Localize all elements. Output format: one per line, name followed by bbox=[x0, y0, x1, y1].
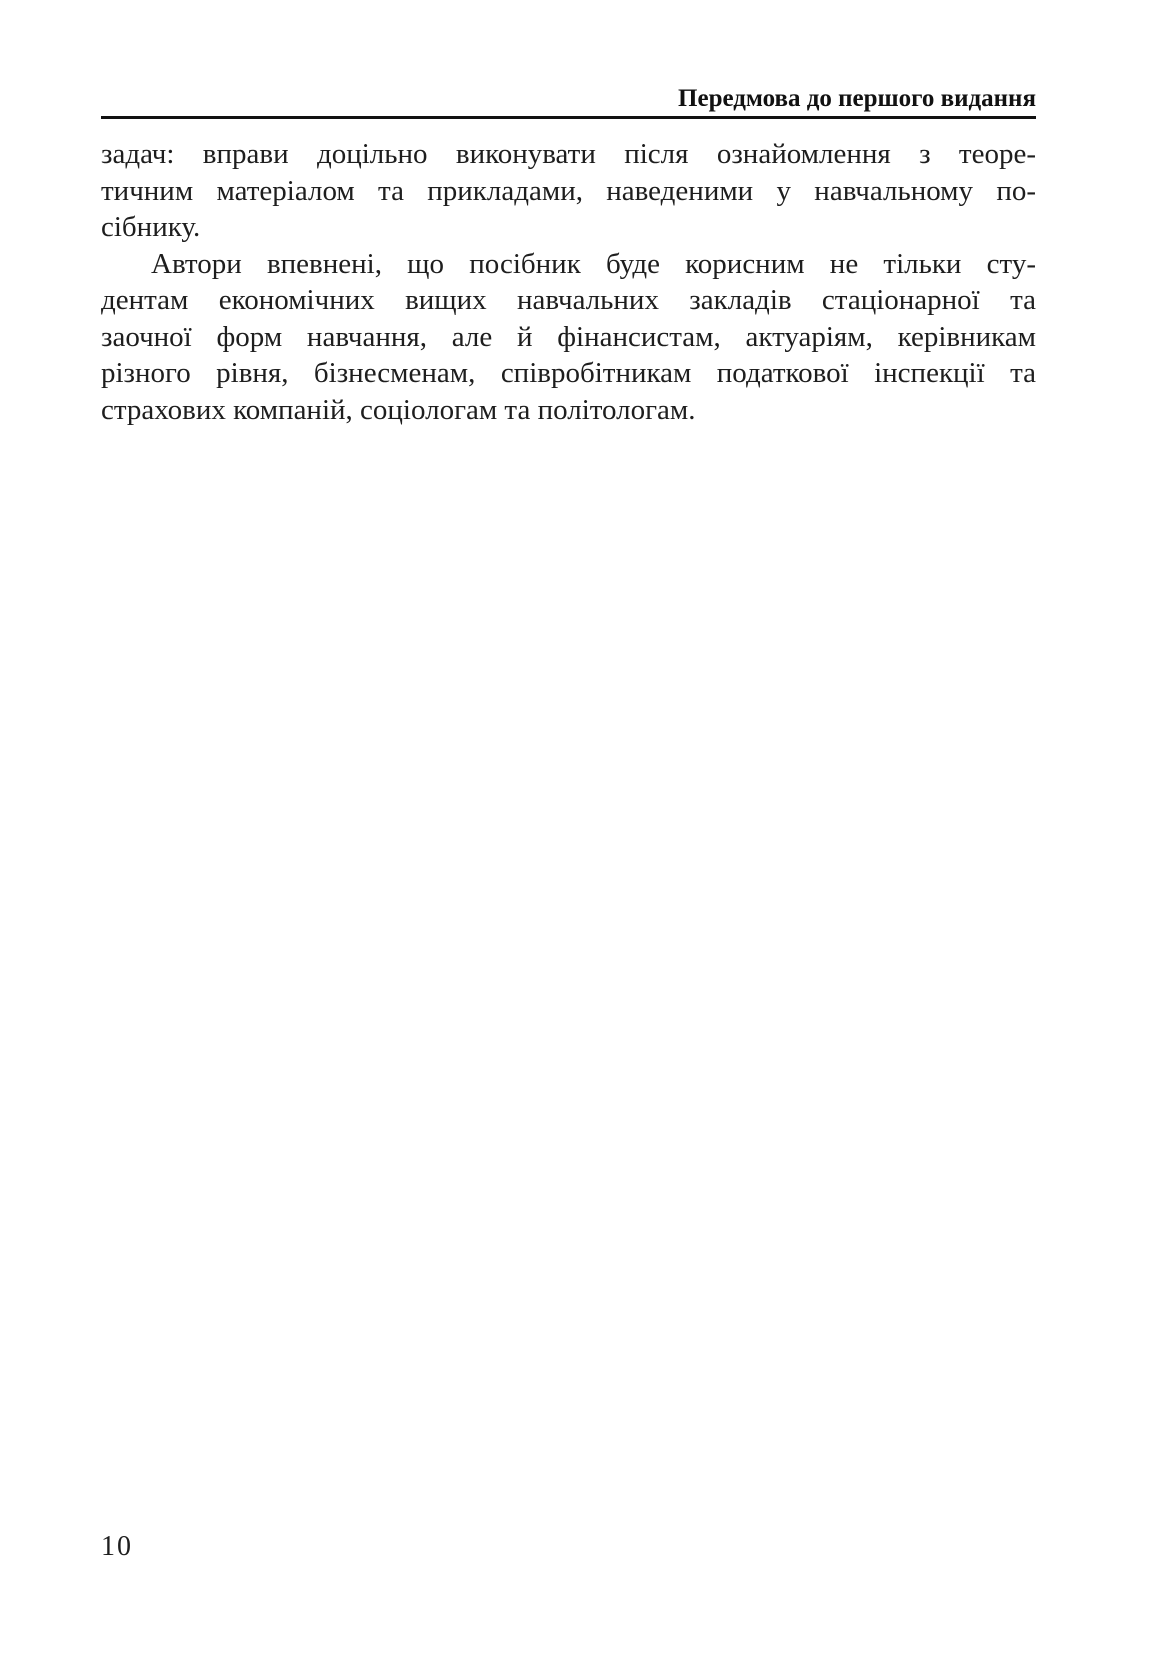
text-line: Автори впевнені, що посібник буде корисним не тільки сту- bbox=[151, 247, 1036, 280]
body-text bbox=[101, 136, 1036, 428]
text-line: сібнику. bbox=[101, 211, 201, 243]
text-line: дентам економічних вищих навчальних закладів стаціонарної та bbox=[101, 284, 1036, 316]
paragraph-1 bbox=[101, 136, 1036, 246]
text-line: тичним матеріалом та прикладами, наведеними у навчальному по- bbox=[101, 174, 1036, 207]
page-number: 10 bbox=[101, 1531, 133, 1562]
text-line: задач: вправи доцільно виконувати після ознайомлення з теоре- bbox=[101, 138, 1036, 170]
text-line: заочної форм навчання, але й фінансистам, актуаріям, керівникам bbox=[101, 320, 1036, 353]
running-header: Передмова до першого видання bbox=[678, 85, 1036, 112]
paragraph-2 bbox=[101, 246, 1036, 429]
header-rule bbox=[101, 116, 1036, 119]
text-line: страхових компаній, соціологам та політологам. bbox=[101, 393, 696, 426]
text-line: різного рівня, бізнесменам, співробітникам податкової інспекції та bbox=[101, 357, 1036, 389]
